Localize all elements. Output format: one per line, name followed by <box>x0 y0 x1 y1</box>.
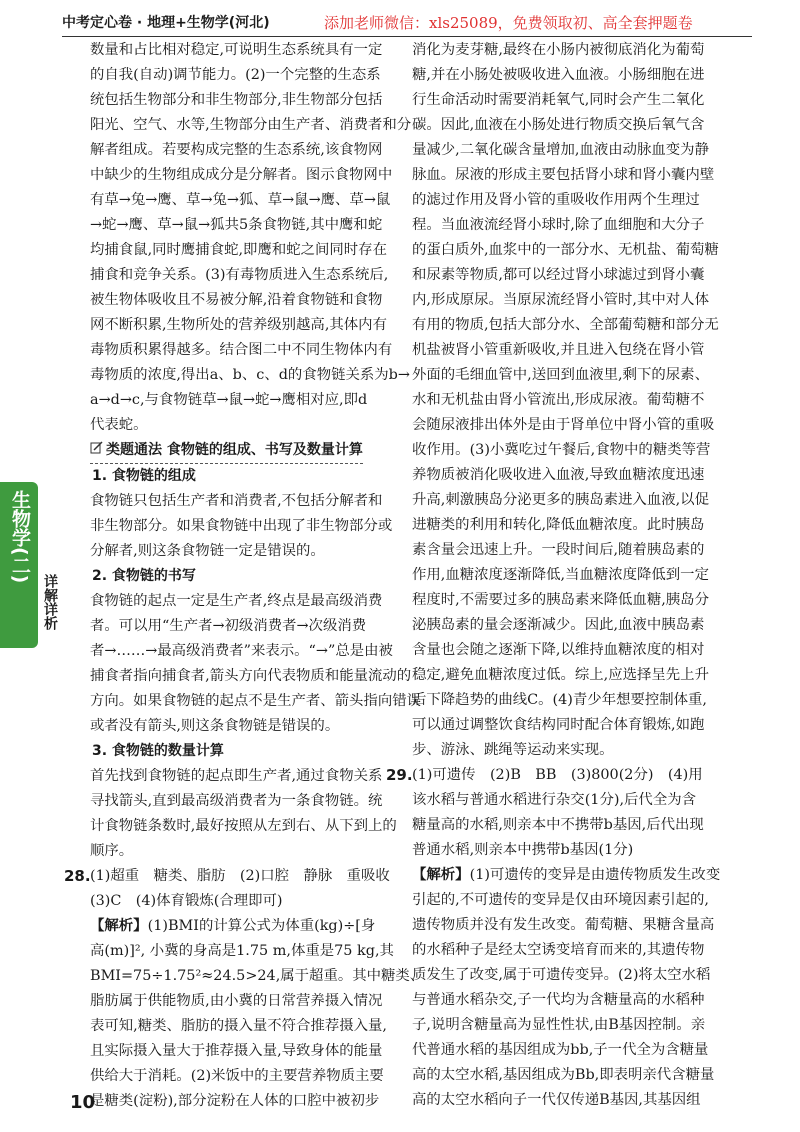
text-line: 质发生了改变,属于可遗传变异。(2)将太空水稻 <box>412 967 711 983</box>
text-line: 步、游泳、跳绳等运动来实现。 <box>412 742 614 758</box>
text-line: 【解析】(1)BMI的计算公式为体重(kg)÷[身 <box>90 918 376 934</box>
text-line: 非生物部分。如果食物链中出现了非生物部分或 <box>90 518 393 534</box>
text-line: 脉血。尿液的形成主要包括肾小球和肾小囊内壁 <box>412 167 715 183</box>
page-number: 10 <box>70 1092 96 1113</box>
text-line: 毒物质积累得越多。结合图二中不同生物体内有 <box>90 342 393 358</box>
text-line: 有用的物质,包括大部分水、全部葡萄糖和部分无 <box>412 317 719 333</box>
text-line: 有草→兔→鹰、草→兔→狐、草→鼠→鹰、草→鼠 <box>90 192 391 208</box>
text-line: 代普通水稻的基因组成为bb,子一代全为含糖量 <box>412 1042 709 1058</box>
text-line: 捕食者指向捕食者,箭头方向代表物质和能量流动的 <box>90 668 412 684</box>
text-line: 方向。如果食物链的起点不是生产者、箭头指向错误 <box>90 693 421 709</box>
text-line: 消化为麦芽糖,最终在小肠内被彻底消化为葡萄 <box>412 42 705 58</box>
text-line: 和尿素等物质,都可以经过肾小球滤过到肾小囊 <box>412 267 705 283</box>
text-line: 捕食和竞争关系。(3)有毒物质进入生态系统后, <box>90 267 389 283</box>
book-title: 中考定心卷 · 地理+生物学(河北) <box>62 15 270 31</box>
text-line: 者→……→最高级消费者”来表示。“→”总是由被 <box>90 643 393 659</box>
text-line: 碳。因此,血液在小肠处进行物质交换后氧气含 <box>412 117 705 133</box>
text-line: 食物链的起点一定是生产者,终点是最高级消费 <box>90 593 383 609</box>
text-line: 内,形成原尿。当原尿流经肾小管时,其中对人体 <box>412 292 709 308</box>
text-line: BMI=75÷1.75²≈24.5>24,属于超重。其中糖类、 <box>90 968 425 984</box>
answer-line: 糖量高的水稻,则亲本中不携带b基因,后代出现 <box>412 817 704 833</box>
text-line: 升高,刺激胰岛分泌更多的胰岛素进入血液,以促 <box>412 492 709 508</box>
analysis-label: 【解析】 <box>412 867 470 883</box>
question-number: 29. <box>386 766 413 784</box>
text-line: 阳光、空气、水等,生物部分由生产者、消费者和分 <box>90 117 412 133</box>
text-line: 寻找箭头,直到最高级消费者为一条食物链。统 <box>90 793 383 809</box>
text-line: 解者组成。若要构成完整的生态系统,该食物网 <box>90 142 383 158</box>
text-line: 糖,并在小肠处被吸收进入血液。小肠细胞在进 <box>412 67 705 83</box>
text-line: 顺序。 <box>90 843 134 859</box>
text-line: 高(m)]², 小冀的身高是1.75 m,体重是75 kg,其 <box>90 943 394 959</box>
text-line: 者。可以用“生产者→初级消费者→次级消费 <box>90 618 367 634</box>
question-29 <box>386 763 748 1113</box>
text-line: 高的太空水稻向子一代仅传递B基因,其基因组 <box>412 1092 701 1108</box>
text-line: 的蛋白质外,血浆中的一部分水、无机盐、葡萄糖 <box>412 242 719 258</box>
page-header <box>62 12 752 37</box>
text-line: 计食物链条数时,最好按照从左到右、从下到上的 <box>90 818 397 834</box>
text-line: 或者没有箭头,则这条食物链是错误的。 <box>90 718 340 734</box>
text-line: 的滤过作用及肾小管的重吸收作用两个生理过 <box>412 192 700 208</box>
text-line: 程。当血液流经肾小球时,除了血细胞和大分子 <box>412 217 705 233</box>
text-line: 供给大于消耗。(2)米饭中的主要营养物质主要 <box>90 1068 384 1084</box>
text-line: 首先找到食物链的起点即生产者,通过食物关系 <box>90 768 383 784</box>
text-line: 养物质被消化吸收进入血液,导致血糖浓度迅速 <box>412 467 705 483</box>
subsection-title: 2. 食物链的书写 <box>92 568 196 584</box>
analysis-label: 【解析】 <box>90 918 148 934</box>
text-line: 的自我(自动)调节能力。(2)一个完整的生态系 <box>90 67 381 83</box>
text-line: 子,说明含糖量高为显性性状,由B基因控制。亲 <box>412 1017 706 1033</box>
text-line: 脂肪属于供能物质,由小冀的日常营养摄入情况 <box>90 993 383 1009</box>
text-line: 的水稻种子是经太空诱变培育而来的,其遗传物 <box>412 942 705 958</box>
text-line: →蛇→鹰、草→鼠→狐共5条食物链,其中鹰和蛇 <box>90 217 383 233</box>
right-column <box>386 38 748 1113</box>
text-line: 毒物质的浓度,得出a、b、c、d的食物链关系为b→ <box>90 367 410 383</box>
text-line: 稳定,避免血糖浓度过低。综上,应选择呈先上升 <box>412 667 709 683</box>
subject-label: 生物学(二) <box>9 490 31 584</box>
text-line: 行生命活动时需要消耗氧气,同时会产生二氧化 <box>412 92 705 108</box>
text-line: 统包括生物部分和非生物部分,非生物部分包括 <box>90 92 383 108</box>
text-line: 外面的毛细血管中,送回到血液里,剩下的尿素、 <box>412 367 709 383</box>
text-line: 收作用。(3)小冀吃过午餐后,食物中的糖类等营 <box>412 442 711 458</box>
text-line: 代表蛇。 <box>90 417 148 433</box>
text-line: 含量也会随之逐渐下降,以维持血糖浓度的相对 <box>412 642 705 658</box>
text-line: 引起的,不可遗传的变异是仅由环境因素引起的, <box>412 892 709 908</box>
text-line: 【解析】(1)可遗传的变异是由遗传物质发生改变 <box>412 867 721 883</box>
text-line: 表可知,糖类、脂肪的摄入量不符合推荐摄入量, <box>90 1018 387 1034</box>
subsection-title: 3. 食物链的数量计算 <box>92 743 224 759</box>
text-line: 与普通水稻杂交,子一代均为含糖量高的水稻种 <box>412 992 705 1008</box>
text-line: 量减少,二氧化碳含量增加,血液由动脉血变为静 <box>412 142 709 158</box>
text-line: 是糖类(淀粉),部分淀粉在人体的口腔中被初步 <box>90 1093 380 1109</box>
text-line: a→d→c,与食物链草→鼠→蛇→鹰相对应,即d <box>90 392 368 408</box>
question-number: 28. <box>64 867 91 885</box>
answer-line: (3)C (4)体育锻炼(合理即可) <box>90 893 283 909</box>
text-line: 食物链只包括生产者和消费者,不包括分解者和 <box>90 493 383 509</box>
watermark-text: 添加老师微信：xls25089，免费领取初、高全套押题卷 <box>324 14 693 32</box>
text-line: 机盐被肾小管重新吸收,并且进入包绕在肾小管 <box>412 342 705 358</box>
text-line: 网不断积累,生物所处的营养级别越高,其体内有 <box>90 317 387 333</box>
answer-line: (1)超重 糖类、脂肪 (2)口腔 静脉 重吸收 <box>90 868 390 884</box>
subsection-title: 1. 食物链的组成 <box>92 468 196 484</box>
pencil-icon <box>90 438 106 463</box>
text-line: 且实际摄入量大于推荐摄入量,导致身体的能量 <box>90 1043 383 1059</box>
section-label: 详解详析 <box>42 574 58 630</box>
text-line: 分解者,则这条食物链一定是错误的。 <box>90 543 325 559</box>
method-box-title: 类题通法 食物链的组成、书写及数量计算 <box>90 438 363 464</box>
method-box <box>90 438 426 864</box>
text-line: 高的太空水稻,基因组成为Bb,即表明亲代含糖量 <box>412 1067 715 1083</box>
text-line: 数量和占比相对稳定,可说明生态系统具有一定 <box>90 42 383 58</box>
text-line: 均捕食鼠,同时鹰捕食蛇,即鹰和蛇之间同时存在 <box>90 242 387 258</box>
text-line: 进糖类的利用和转化,降低血糖浓度。此时胰岛 <box>412 517 705 533</box>
answer-continuation <box>90 38 426 438</box>
text-line: 可以通过调整饮食结构同时配合体育锻炼,如跑 <box>412 717 705 733</box>
text-line: 被生物体吸收且不易被分解,沿着食物链和食物 <box>90 292 383 308</box>
text-line: 水和无机盐由肾小管流出,形成尿液。葡萄糖不 <box>412 392 705 408</box>
answer-line: 该水稻与普通水稻进行杂交(1分),后代全为含 <box>412 792 696 808</box>
subject-tab <box>0 482 38 648</box>
text-line: 程度时,不需要过多的胰岛素来降低血糖,胰岛分 <box>412 592 709 608</box>
text-line: 后下降趋势的曲线C。(4)青少年想要控制体重, <box>412 692 708 708</box>
answer-line: 普通水稻,则亲本中携带b基因(1分) <box>412 842 634 858</box>
text-line: 作用,血糖浓度逐渐降低,当血糖浓度降低到一定 <box>412 567 709 583</box>
text-line: 泌胰岛素的量会逐渐减少。因此,血液中胰岛素 <box>412 617 705 633</box>
text-line: 遗传物质并没有发生改变。葡萄糖、果糖含量高 <box>412 917 715 933</box>
text-line: 会随尿液排出体外是由于肾单位中肾小管的重吸 <box>412 417 715 433</box>
answer-continuation <box>412 38 748 763</box>
answer-line: (1)可遗传 (2)B BB (3)800(2分) (4)用 <box>412 767 703 783</box>
text-line: 中缺少的生物组成成分是分解者。图示食物网中 <box>90 167 393 183</box>
text-line: 素含量会迅速上升。一段时间后,随着胰岛素的 <box>412 542 705 558</box>
